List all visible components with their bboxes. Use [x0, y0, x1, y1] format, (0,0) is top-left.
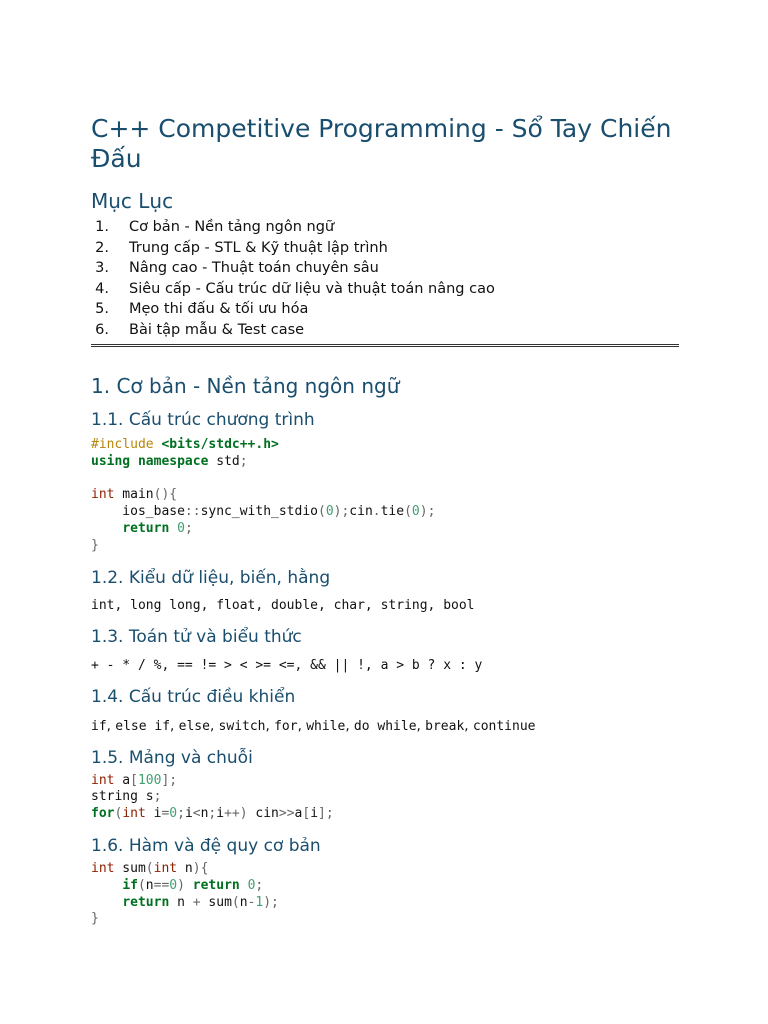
keyword: break	[425, 718, 465, 734]
subsection-heading: 1.4. Cấu trúc điều khiển	[91, 686, 296, 707]
document-content	[91, 114, 679, 928]
code-block: int sum(int n){ if(n==0) return 0; return n + sum(n-1); }	[91, 860, 279, 927]
toc-item-label[interactable]: Trung cấp - STL & Kỹ thuật lập trình	[129, 239, 388, 256]
operators-text: + - * / %, == != > < >= <=, && || !, a > b ? x : y	[91, 657, 483, 673]
subsection-heading: 1.2. Kiểu dữ liệu, biến, hằng	[91, 567, 331, 588]
document-title: C++ Competitive Programming - Sổ Tay Chiến Đấu	[91, 114, 672, 173]
toc-item-number: 1.	[95, 219, 109, 235]
toc-item-label[interactable]: Mẹo thi đấu & tối ưu hóa	[129, 301, 309, 317]
keyword: do while	[353, 718, 417, 734]
toc-item-number: 6.	[95, 321, 109, 338]
toc-item-number: 3.	[95, 260, 109, 276]
keyword: continue	[472, 718, 536, 734]
table-of-contents	[91, 217, 679, 340]
subsection-heading: 1.1. Cấu trúc chương trình	[91, 410, 315, 430]
toc-item-label[interactable]: Bài tập mẫu & Test case	[129, 321, 305, 338]
keyword: if	[91, 718, 107, 734]
keyword: else if	[115, 718, 171, 734]
toc-item-number: 5.	[95, 301, 109, 317]
keyword: else	[178, 718, 210, 734]
toc-item-number: 4.	[95, 280, 109, 297]
subsection-heading: 1.5. Mảng và chuỗi	[91, 747, 253, 768]
toc-item[interactable]	[91, 258, 679, 279]
toc-item[interactable]	[91, 217, 679, 238]
keyword: switch	[218, 718, 266, 734]
data-types-text: int, long long, float, double, char, string, bool	[91, 597, 475, 613]
toc-item[interactable]	[91, 279, 679, 300]
toc-item[interactable]	[91, 238, 679, 259]
toc-item[interactable]	[91, 320, 679, 341]
toc-item-number: 2.	[95, 239, 109, 256]
code-block: #include <bits/stdc++.h> using namespace std; int main(){ ios_base::sync_with_stdio(0);cin.tie(0); return 0; }	[91, 437, 436, 553]
subsection-heading: 1.3. Toán tử và biểu thức	[91, 626, 302, 647]
toc-item-label[interactable]: Nâng cao - Thuật toán chuyên sâu	[129, 260, 379, 276]
subsection-heading: 1.6. Hàm và đệ quy cơ bản	[91, 835, 321, 856]
keyword: for	[274, 718, 298, 734]
control-structures-text: if, else if, else, switch, for, while, do while, break, continue	[91, 717, 536, 734]
toc-heading: Mục Lục	[91, 189, 174, 213]
keyword: while	[306, 718, 346, 734]
toc-item[interactable]	[91, 299, 679, 320]
horizontal-rule	[91, 344, 679, 347]
code-block: int a[100]; string s; for(int i=0;i<n;i++) cin>>a[i];	[91, 772, 334, 822]
section-heading: 1. Cơ bản - Nền tảng ngôn ngữ	[91, 374, 400, 398]
toc-item-label[interactable]: Siêu cấp - Cấu trúc dữ liệu và thuật toán nâng cao	[129, 280, 495, 297]
toc-item-label[interactable]: Cơ bản - Nền tảng ngôn ngữ	[129, 219, 335, 235]
